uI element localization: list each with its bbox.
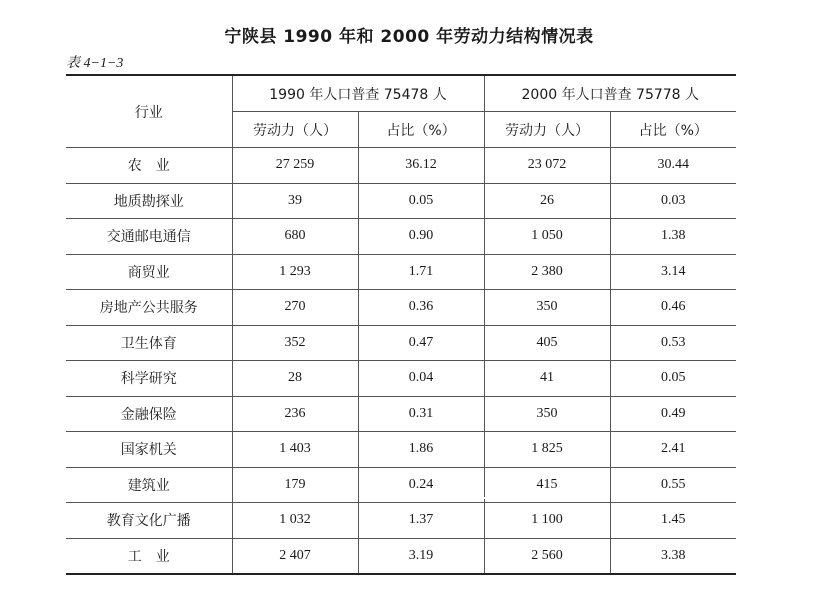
industry-cell: 建筑业 (66, 467, 232, 503)
labor-2000-cell: 1 100 (484, 503, 610, 539)
table-row (66, 503, 736, 539)
labor-structure-table (66, 74, 736, 575)
share-2000-cell: 0.03 (610, 183, 736, 219)
labor-2000-cell: 405 (484, 325, 610, 361)
table-row (66, 290, 736, 326)
header-share-2000: 占比（%） (610, 112, 736, 148)
labor-1990-cell: 1 403 (232, 432, 358, 468)
share-1990-cell: 1.86 (358, 432, 484, 468)
share-2000-cell: 30.44 (610, 148, 736, 184)
industry-cell: 房地产公共服务 (66, 290, 232, 326)
table-row (66, 183, 736, 219)
industry-cell: 金融保险 (66, 396, 232, 432)
share-1990-cell: 1.37 (358, 503, 484, 539)
share-1990-cell: 36.12 (358, 148, 484, 184)
table-row (66, 325, 736, 361)
labor-2000-cell: 1 825 (484, 432, 610, 468)
industry-cell: 地质勘探业 (66, 183, 232, 219)
share-2000-cell: 1.45 (610, 503, 736, 539)
labor-2000-cell: 2 560 (484, 538, 610, 574)
industry-cell: 国家机关 (66, 432, 232, 468)
header-labor-1990: 劳动力（人） (232, 112, 358, 148)
table-row (66, 148, 736, 184)
labor-2000-cell: 41 (484, 361, 610, 397)
share-1990-cell: 0.31 (358, 396, 484, 432)
share-1990-cell: 0.36 (358, 290, 484, 326)
header-industry: 行业 (66, 75, 232, 148)
table-row (66, 254, 736, 290)
share-1990-cell: 0.05 (358, 183, 484, 219)
page-title: 宁陕县 1990 年和 2000 年劳动力结构情况表 (224, 27, 594, 47)
labor-1990-cell: 179 (232, 467, 358, 503)
share-1990-cell: 0.47 (358, 325, 484, 361)
share-2000-cell: 3.14 (610, 254, 736, 290)
labor-1990-cell: 236 (232, 396, 358, 432)
labor-1990-cell: 27 259 (232, 148, 358, 184)
industry-cell: 农 业 (66, 148, 232, 184)
share-2000-cell: 0.46 (610, 290, 736, 326)
industry-cell: 商贸业 (66, 254, 232, 290)
industry-cell: 工 业 (66, 538, 232, 574)
header-row-1 (66, 75, 736, 112)
table-row (66, 361, 736, 397)
labor-1990-cell: 352 (232, 325, 358, 361)
share-2000-cell: 3.38 (610, 538, 736, 574)
header-group-2000: 2000 年人口普查 75778 人 (484, 75, 736, 112)
share-1990-cell: 0.04 (358, 361, 484, 397)
industry-cell: 教育文化广播 (66, 503, 232, 539)
table-body (66, 148, 736, 575)
share-2000-cell: 0.05 (610, 361, 736, 397)
table-row (66, 432, 736, 468)
labor-1990-cell: 1 293 (232, 254, 358, 290)
share-2000-cell: 0.49 (610, 396, 736, 432)
share-1990-cell: 0.90 (358, 219, 484, 255)
labor-1990-cell: 28 (232, 361, 358, 397)
industry-cell: 科学研究 (66, 361, 232, 397)
labor-2000-cell: 350 (484, 396, 610, 432)
share-2000-cell: 2.41 (610, 432, 736, 468)
labor-1990-cell: 680 (232, 219, 358, 255)
labor-2000-cell: 2 380 (484, 254, 610, 290)
table-number: 表 4−1−3 (66, 56, 124, 71)
share-2000-cell: 1.38 (610, 219, 736, 255)
table-row (66, 538, 736, 574)
labor-2000-cell: 415 (484, 467, 610, 503)
share-1990-cell: 0.24 (358, 467, 484, 503)
labor-1990-cell: 2 407 (232, 538, 358, 574)
labor-1990-cell: 270 (232, 290, 358, 326)
labor-2000-cell: 26 (484, 183, 610, 219)
labor-1990-cell: 39 (232, 183, 358, 219)
scan-artifact-line (480, 497, 738, 499)
industry-cell: 卫生体育 (66, 325, 232, 361)
labor-1990-cell: 1 032 (232, 503, 358, 539)
header-group-1990: 1990 年人口普查 75478 人 (232, 75, 484, 112)
labor-2000-cell: 23 072 (484, 148, 610, 184)
header-labor-2000: 劳动力（人） (484, 112, 610, 148)
labor-2000-cell: 1 050 (484, 219, 610, 255)
header-share-1990: 占比（%） (358, 112, 484, 148)
share-2000-cell: 0.55 (610, 467, 736, 503)
industry-cell: 交通邮电通信 (66, 219, 232, 255)
labor-2000-cell: 350 (484, 290, 610, 326)
share-1990-cell: 1.71 (358, 254, 484, 290)
table-row (66, 396, 736, 432)
share-2000-cell: 0.53 (610, 325, 736, 361)
table-row (66, 219, 736, 255)
share-1990-cell: 3.19 (358, 538, 484, 574)
